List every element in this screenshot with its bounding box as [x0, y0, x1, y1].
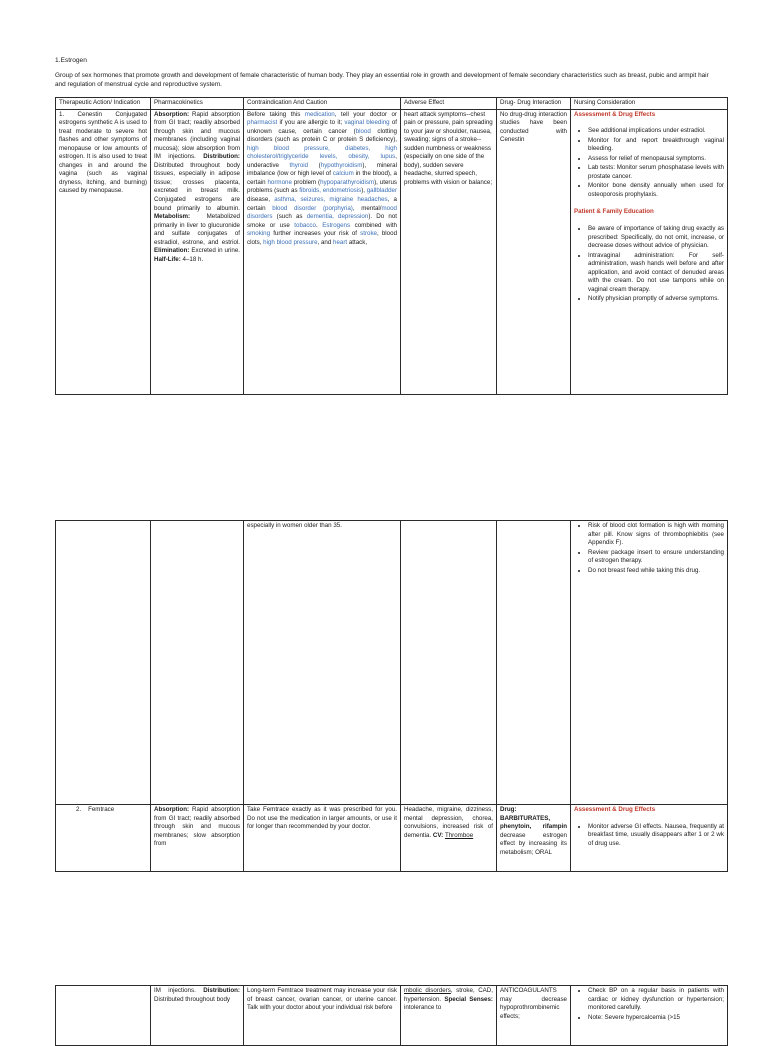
assessment-heading: Assessment & Drug Effects [574, 110, 656, 118]
ci-text: , blood clots, [247, 230, 398, 246]
header-drug-interaction: Drug- Drug Interaction [497, 98, 571, 110]
interaction-cell: ANTICOAGULANTS may decrease hypoprothrombinemic effects; [497, 986, 571, 1046]
drug-names: BARBITURATES, phenytoin, rifampin [500, 814, 567, 831]
therapeutic-cell [56, 805, 151, 872]
table-row [56, 109, 728, 394]
drug-table-page-3 [55, 985, 728, 1046]
ci-link[interactable]: hypoparathyroidism [320, 178, 375, 186]
ci-text: , a certain [247, 196, 397, 212]
nursing-list [574, 522, 724, 575]
interaction-cell [497, 805, 571, 872]
ci-text: , underactive [247, 153, 397, 169]
list-item: • Do not breast feed while taking this drug. [588, 567, 724, 576]
ci-link[interactable]: calcium [332, 170, 354, 178]
absorption-text: Rapid absorption from GI tract; readily absorbed through skin and mucous membranes; slow absorption from [154, 806, 240, 848]
absorption-label: Absorption: [154, 806, 190, 813]
metabolism-label: Metabolism: [154, 213, 191, 221]
ci-link[interactable]: pharmacist [247, 119, 278, 127]
therapeutic-cell [56, 986, 151, 1046]
ci-text: , and [317, 238, 334, 246]
distribution-label: Distribution: [203, 987, 240, 994]
header-pharmacokinetics: Pharmacokinetics [151, 98, 244, 110]
drug-table-page-1 [55, 97, 728, 395]
drug-label: Drug: [500, 806, 517, 813]
ci-link[interactable]: vaginal bleeding [344, 119, 390, 127]
pk-text: IM injections. [154, 987, 204, 994]
ci-text: ), uterus problems (such as [247, 178, 398, 195]
adverse-text: , stroke, CAD, hypertension. [404, 987, 493, 1003]
ci-text: , mental/ [352, 204, 382, 212]
ci-text: of unknown cause, certain cancer ( [247, 119, 397, 135]
ci-text: in the blood), a certain [247, 170, 397, 186]
ci-link[interactable]: heart [333, 238, 348, 246]
education-list [574, 225, 724, 304]
interaction-cell [497, 521, 571, 805]
special-senses-label: Special Senses: [444, 995, 493, 1003]
nursing-cell [571, 805, 728, 872]
elimination-text: Excreted in urine. [189, 247, 240, 255]
ci-link[interactable]: asthma, seizures, migraine headaches [274, 196, 388, 204]
section-title: 1.Estrogen [55, 57, 87, 64]
cv-label: CV: [432, 831, 445, 839]
ci-link[interactable]: hormone [267, 178, 292, 186]
list-item: • Review package insert to ensure understanding of estrogen therapy. [588, 549, 724, 566]
drug-name: Femtrace [88, 806, 115, 813]
therapeutic-text: Cenestin Conjugated estrogens synthetic A is used to treat moderate to severe hot flashes and other symptoms of menopause or low amounts of estrogen. It is also used to treat changes in and around the vagina (such as vaginal dryness, itching, and burning) caused by menopause. [59, 110, 147, 195]
list-item: • Risk of blood clot formation is high with morning after pill. Know signs of thrombophlebitis (see Appendix F). [588, 522, 724, 548]
header-nursing: Nursing Consideration [571, 98, 728, 110]
adverse-effect-cell [401, 805, 497, 872]
ci-link[interactable]: tobacco [294, 221, 316, 229]
item-number: 2. [76, 806, 82, 813]
ci-link[interactable]: smoking [247, 230, 271, 238]
list-item: • Notify physician promptly of adverse symptoms. [588, 295, 724, 304]
list-item: • Assess for relief of menopausal symptoms. [588, 155, 724, 164]
list-item: • Note: Severe hypercalcemia (>15 [588, 1014, 724, 1023]
ci-text: clotting disorders (such as protein C or protein S deficiency), [247, 127, 397, 144]
metabolism-text: Metabolized primarily in liver to glucuronide and sulfate conjugates of estradiol, estrone, and estriol. [154, 213, 240, 246]
list-item: • Check BP on a regular basis in patients with cardiac or kidney dysfunction or hypertension; monitored carefully. [588, 987, 724, 1013]
list-item: • Monitor bone density annually when used for osteoporosis prophylaxis. [588, 182, 724, 199]
ci-text: combined with [350, 221, 397, 229]
interaction-text: decrease estrogen effect by increasing its metabolism; ORAL [500, 831, 567, 856]
table-header-row [56, 98, 728, 110]
half-life-label: Half-Life: [154, 255, 181, 263]
elimination-label: Elimination: [154, 247, 190, 255]
header-therapeutic: Therapeutic Action/ Indication [56, 98, 151, 110]
assessment-list [574, 127, 724, 199]
ci-text: ), [361, 187, 367, 195]
pharmacokinetics-cell [151, 521, 244, 805]
adverse-link[interactable]: Thromboe [444, 831, 474, 839]
table-row [56, 986, 728, 1046]
therapeutic-cell [56, 521, 151, 805]
ci-text: Before taking this [247, 110, 305, 118]
contraindication-cell: Long-term Femtrace treatment may increase your risk of breast cancer, ovarian cancer, or uterine cancer. Talk with your doctor about your individual risk before [244, 986, 401, 1046]
interaction-cell: No drug-drug interaction studies have been conducted with Cenestin [497, 109, 571, 394]
adverse-text: Headache, migraine, dizziness, mental depression, chorea, convulsions, increased risk of dementia. [404, 806, 493, 839]
nursing-cell [571, 521, 728, 805]
list-item: • Be aware of importance of taking drug exactly as prescribed: Specifically, do not omit, increase, or decrease doses without advice of physician. [588, 225, 724, 251]
therapeutic-cell [56, 109, 151, 394]
education-heading: Patient & Family Education [574, 208, 654, 216]
drug-table-page-2 [55, 520, 728, 872]
pharmacokinetics-cell [151, 986, 244, 1046]
list-item: • See additional implications under estradiol. [588, 127, 724, 136]
ci-link[interactable]: medication [304, 110, 335, 118]
ci-text: ), mineral imbalance (low or high level of [247, 161, 397, 178]
distribution-text: Distributed throughout body tissues, especially in adipose tissue; crosses placenta, excreted in breast milk. Conjugated estrogens are bound primarily to albumin. [154, 161, 240, 212]
adverse-text: intolerance to [404, 1004, 442, 1012]
ci-text: , tell your doctor or [334, 110, 397, 118]
list-item: • Intravaginal administration: For self-administration, wash hands well before and after application, and avoid contact of denuded areas with the cream. Do not use tampons while on vaginal cream therapy. [588, 252, 724, 295]
ci-text: disease, [247, 196, 275, 204]
table-row [56, 805, 728, 872]
ci-text: further increases your risk of [270, 230, 361, 238]
ci-text: attack, [347, 238, 368, 246]
ci-link[interactable]: fibroids, endometriosis [299, 187, 362, 195]
contraindication-cell: especially in women older than 35. [244, 521, 401, 805]
list-item: • Monitor adverse GI effects. Nausea, frequently at breakfast time, usually disappears after 1 or 2 wk of drug use. [588, 823, 724, 849]
ci-link[interactable]: stroke [360, 230, 377, 238]
ci-link[interactable]: dementia, depression [306, 213, 369, 221]
ci-link[interactable]: gallbladder [366, 187, 398, 195]
half-life-text: 4–18 h. [180, 255, 204, 263]
header-contraindication: Contraindication And Caution [244, 98, 401, 110]
adverse-link[interactable]: mbolic disorders [404, 987, 451, 994]
contraindication-cell [244, 109, 401, 394]
assessment-heading: Assessment & Drug Effects [574, 806, 656, 813]
ci-text: if you are allergic to it; [277, 119, 345, 127]
adverse-effect-cell [401, 521, 497, 805]
pk-text: Distributed throughout body [154, 995, 231, 1003]
adverse-effect-cell: heart attack symptoms--chest pain or pressure, pain spreading to your jaw or shoulder, nausea, sweating; signs of a stroke--sudden numbness or weakness (especially on one side of the body), sudden severe headache, slurred speech, problems with vision or balance; [401, 109, 497, 394]
intro-paragraph: Group of sex hormones that promote growth and development of female characteristic of human body. They play an essential role in growth and development of female secondary characteristics such as breast, pubic and armpit hair and regulation of menstrual cycle and reproductive system. [55, 72, 709, 89]
ci-text: problem ( [291, 178, 321, 186]
ci-text: (such as [272, 213, 307, 221]
ci-text: . [315, 221, 323, 229]
nursing-cell [571, 986, 728, 1046]
ci-text: ). Do not smoke or use [247, 213, 397, 229]
ci-link[interactable]: Estrogens [322, 221, 351, 229]
ci-link[interactable]: high blood pressure [263, 238, 318, 246]
nursing-list [574, 987, 724, 1022]
nursing-cell [571, 109, 728, 394]
table-row [56, 521, 728, 805]
absorption-text: Rapid absorption from GI tract; readily absorbed through skin and mucous membranes (including vaginal mucosa); slow absorption from IM injections. [154, 110, 240, 161]
ci-link[interactable]: high blood pressure, diabetes, high cholesterol/triglyceride levels, obesity, lupus [247, 144, 397, 161]
list-item: • Lab tests: Monitor serum phosphatase levels with prostate cancer. [588, 164, 724, 181]
ci-text: ( [308, 161, 321, 169]
contraindication-cell: Take Femtrace exactly as it was prescribed for you. Do not use the medication in larger amounts, or use it for longer than recommended by your doctor. [244, 805, 401, 872]
list-item: • Monitor for and report breakthrough vaginal bleeding. [588, 137, 724, 154]
ci-link[interactable]: mood disorders [247, 204, 397, 221]
nursing-list [574, 823, 724, 849]
ci-link[interactable]: thyroid [289, 161, 309, 169]
ci-link[interactable]: blood disorder (porphyria) [272, 204, 353, 212]
item-number: 1. [59, 110, 65, 118]
ci-link[interactable]: blood [355, 127, 371, 135]
pharmacokinetics-cell [151, 109, 244, 394]
ci-link[interactable]: hypothyroidism [320, 161, 363, 169]
header-adverse-effect: Adverse Effect [401, 98, 497, 110]
adverse-effect-cell [401, 986, 497, 1046]
absorption-label: Absorption: [154, 110, 190, 118]
distribution-label: Distribution: [203, 153, 240, 161]
pharmacokinetics-cell [151, 805, 244, 872]
